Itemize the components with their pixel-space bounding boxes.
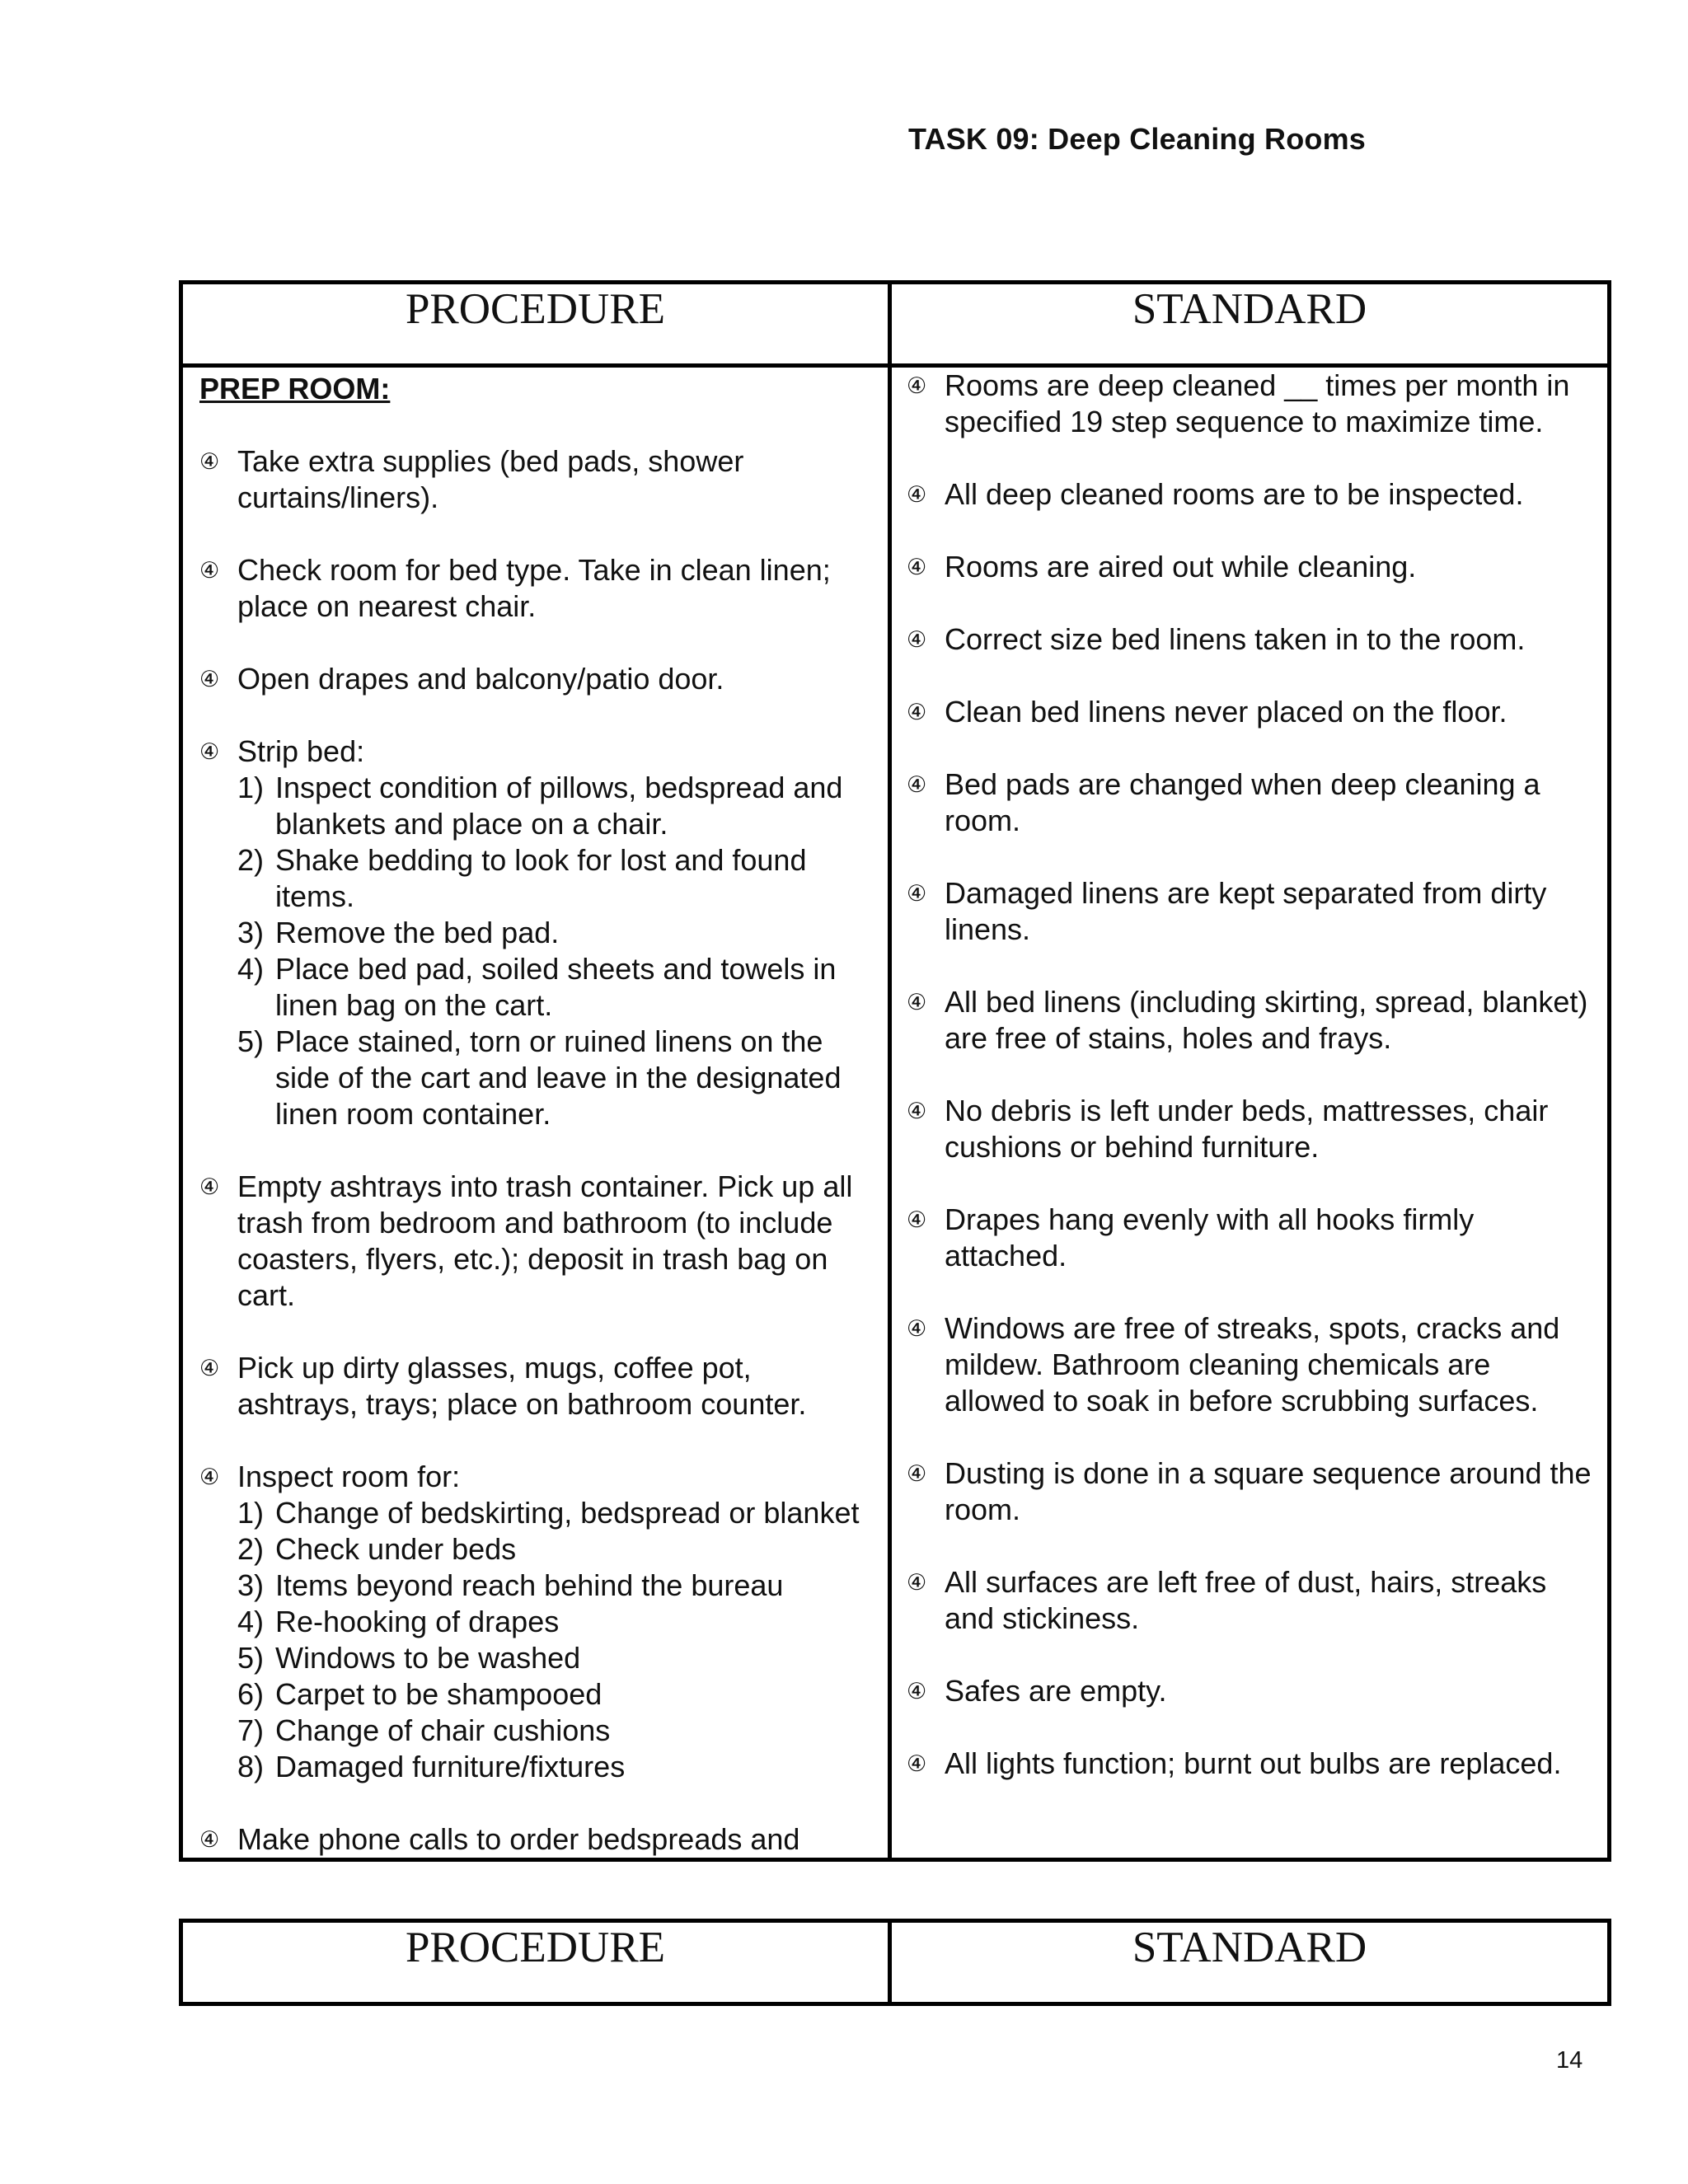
procedure-item-text: Make phone calls to order bedspreads and	[237, 1822, 800, 1856]
procedure-item-text: Take extra supplies (bed pads, shower curtains/liners).	[237, 444, 744, 514]
standard-item-text: All surfaces are left free of dust, hairs, streaks and stickiness.	[945, 1565, 1547, 1635]
bullet-icon: ④	[199, 1174, 220, 1199]
bullet-icon: ④	[907, 1679, 927, 1704]
procedure-item	[199, 1821, 874, 1858]
standard-item-text: Windows are free of streaks, spots, cracks and mildew. Bathroom cleaning chemicals are allowed to soak in before scrubbing surfaces.	[945, 1311, 1560, 1418]
standard-item	[907, 1310, 1594, 1419]
subitem-number: 8)	[237, 1750, 265, 1783]
standard-item	[907, 368, 1594, 440]
bullet-icon: ④	[907, 990, 927, 1015]
procedure-subitem	[237, 842, 874, 915]
standard-item	[907, 1673, 1594, 1709]
subitem-text: Shake bedding to look for lost and found items.	[275, 843, 807, 913]
bullet-icon: ④	[199, 1827, 220, 1852]
subitem-text: Change of bedskirting, bedspread or blanket	[275, 1496, 860, 1530]
procedure-subitem	[237, 951, 874, 1024]
continuation-table-header	[179, 1919, 1611, 2006]
procedure-column-header: PROCEDURE	[181, 1921, 890, 2004]
subitem-text: Place bed pad, soiled sheets and towels in linen bag on the cart.	[275, 952, 837, 1022]
subitem-text: Inspect condition of pillows, bedspread and blankets and place on a chair.	[275, 771, 843, 841]
procedure-item-text: Pick up dirty glasses, mugs, coffee pot, ashtrays, trays; place on bathroom counter.	[237, 1351, 807, 1421]
procedure-item-text: Open drapes and balcony/patio door.	[237, 662, 724, 696]
page-number: 14	[1556, 2047, 1583, 2074]
procedure-subitem	[237, 770, 874, 842]
table-header-row	[181, 283, 1610, 366]
procedure-item	[199, 661, 874, 697]
table-body-row	[181, 366, 1610, 1860]
bullet-icon: ④	[907, 881, 927, 906]
procedure-subitem	[237, 1531, 874, 1568]
procedure-item-text: Inspect room for:	[237, 1460, 461, 1493]
bullet-icon: ④	[199, 558, 220, 583]
bullet-icon: ④	[199, 667, 220, 691]
standard-item-text: No debris is left under beds, mattresses, chair cushions or behind furniture.	[945, 1094, 1549, 1164]
standard-item	[907, 875, 1594, 948]
standard-item	[907, 694, 1594, 730]
subitem-text: Change of chair cushions	[275, 1713, 611, 1747]
subitem-number: 4)	[237, 952, 265, 986]
subitem-text: Re-hooking of drapes	[275, 1605, 560, 1638]
procedure-subitem	[237, 1604, 874, 1640]
procedure-item	[199, 552, 874, 625]
standard-item	[907, 1093, 1594, 1165]
standard-item-text: Safes are empty.	[945, 1674, 1167, 1708]
bullet-icon: ④	[199, 1356, 220, 1380]
procedure-column-header: PROCEDURE	[181, 283, 890, 366]
bullet-icon: ④	[907, 1570, 927, 1595]
standard-item-text: Bed pads are changed when deep cleaning a room.	[945, 767, 1540, 837]
subitem-text: Place stained, torn or ruined linens on the side of the cart and leave in the designated linen room container.	[275, 1024, 842, 1131]
procedure-item-text: Empty ashtrays into trash container. Pick up all trash from bedroom and bathroom (to include coasters, flyers, etc.); deposit in trash bag on cart.	[237, 1169, 853, 1312]
standard-item	[907, 1455, 1594, 1528]
procedure-item	[199, 1350, 874, 1422]
bullet-icon: ④	[907, 555, 927, 579]
procedure-subitem	[237, 915, 874, 951]
task-title: TASK 09: Deep Cleaning Rooms	[908, 122, 1367, 156]
procedure-item-text: Strip bed:	[237, 734, 365, 768]
procedure-subitem	[237, 1568, 874, 1604]
standard-item-text: Dusting is done in a square sequence around the room.	[945, 1456, 1592, 1526]
standard-item-text: Rooms are deep cleaned __ times per month in specified 19 step sequence to maximize time.	[945, 368, 1570, 438]
procedure-subitem	[237, 1749, 874, 1785]
standard-column-header: STANDARD	[890, 1921, 1610, 2004]
subitem-number: 5)	[237, 1024, 265, 1058]
subitem-number: 6)	[237, 1677, 265, 1711]
standard-item	[907, 1202, 1594, 1274]
standard-item-text: All lights function; burnt out bulbs are replaced.	[945, 1746, 1562, 1780]
subitem-number: 7)	[237, 1713, 265, 1747]
standard-item-text: Clean bed linens never placed on the floor.	[945, 695, 1507, 729]
procedure-standard-table	[179, 280, 1611, 1862]
standard-item	[907, 621, 1594, 658]
standard-item-text: All bed linens (including skirting, spread, blanket) are free of stains, holes and frays.	[945, 985, 1588, 1055]
subitem-number: 3)	[237, 916, 265, 949]
procedure-subitem	[237, 1676, 874, 1713]
standard-item	[907, 549, 1594, 585]
subitem-text: Check under beds	[275, 1532, 517, 1566]
subitem-number: 2)	[237, 843, 265, 877]
procedure-cell	[181, 366, 890, 1860]
procedure-subitem	[237, 1713, 874, 1749]
standard-column-header: STANDARD	[890, 283, 1610, 366]
standard-item	[907, 1564, 1594, 1637]
bullet-icon: ④	[907, 1207, 927, 1232]
procedure-subitem	[237, 1495, 874, 1531]
procedure-subitem	[237, 1024, 874, 1132]
bullet-icon: ④	[199, 739, 220, 764]
procedure-item	[199, 443, 874, 516]
standard-item-text: Correct size bed linens taken in to the room.	[945, 622, 1526, 656]
subitem-text: Damaged furniture/fixtures	[275, 1750, 626, 1783]
subitem-number: 2)	[237, 1532, 265, 1566]
bullet-icon: ④	[907, 482, 927, 507]
bullet-icon: ④	[907, 700, 927, 724]
prep-room-heading: PREP ROOM:	[199, 372, 391, 405]
procedure-subitem	[237, 1640, 874, 1676]
subitem-number: 1)	[237, 1496, 265, 1530]
standard-item-text: Rooms are aired out while cleaning.	[945, 550, 1417, 583]
standard-item	[907, 476, 1594, 513]
subitem-text: Windows to be washed	[275, 1641, 581, 1675]
standard-item	[907, 766, 1594, 839]
bullet-icon: ④	[907, 772, 927, 797]
procedure-list	[199, 443, 874, 1858]
standard-cell	[890, 366, 1610, 1860]
bullet-icon: ④	[907, 1099, 927, 1123]
procedure-item	[199, 1459, 874, 1785]
subitem-number: 1)	[237, 771, 265, 804]
bullet-icon: ④	[907, 627, 927, 652]
standard-item-text: All deep cleaned rooms are to be inspected.	[945, 477, 1524, 511]
bullet-icon: ④	[199, 1465, 220, 1489]
subitem-text: Items beyond reach behind the bureau	[275, 1568, 784, 1602]
subitem-text: Remove the bed pad.	[275, 916, 560, 949]
subitem-number: 5)	[237, 1641, 265, 1675]
standard-item-text: Damaged linens are kept separated from dirty linens.	[945, 876, 1547, 946]
subitem-number: 4)	[237, 1605, 265, 1638]
procedure-item	[199, 1169, 874, 1314]
bullet-icon: ④	[907, 373, 927, 398]
subitem-text: Carpet to be shampooed	[275, 1677, 603, 1711]
standard-item	[907, 984, 1594, 1057]
bullet-icon: ④	[907, 1316, 927, 1341]
subitem-number: 3)	[237, 1568, 265, 1602]
bullet-icon: ④	[907, 1461, 927, 1486]
procedure-item	[199, 733, 874, 1132]
standard-item-text: Drapes hang evenly with all hooks firmly attached.	[945, 1202, 1475, 1272]
standard-list	[907, 368, 1594, 1782]
bullet-icon: ④	[907, 1751, 927, 1776]
procedure-item-text: Check room for bed type. Take in clean linen; place on nearest chair.	[237, 553, 831, 623]
table-header-row	[181, 1921, 1610, 2004]
bullet-icon: ④	[199, 449, 220, 474]
standard-item	[907, 1746, 1594, 1782]
